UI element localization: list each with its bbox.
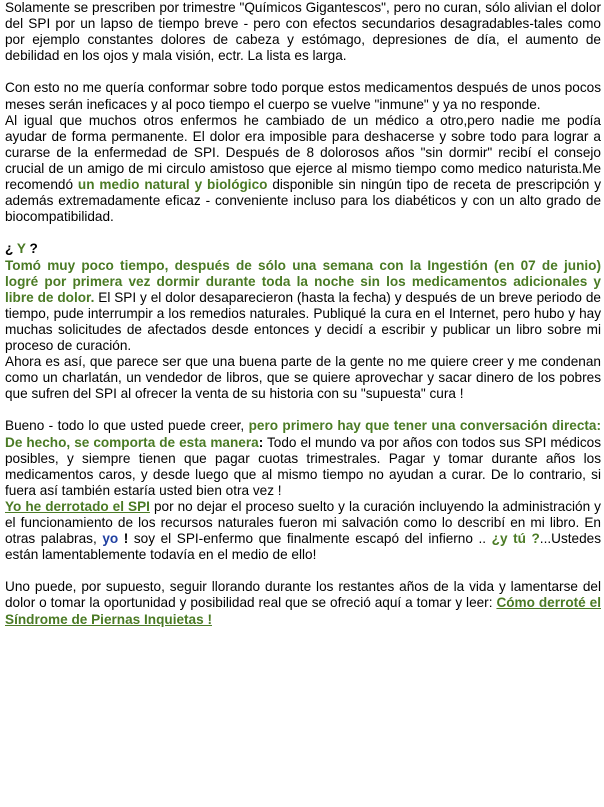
- paragraph-and-question: [5, 241, 601, 257]
- result-highlight: Tomó muy poco tiempo, después de sólo una semana con la Ingestión (en 07 de junio) logré por primera vez dormir durante toda la noche sin los medicamentos adicionales y libre de dolor.: [5, 257, 601, 305]
- conversation-colon: :: [258, 434, 264, 450]
- yo-emphasis: yo: [102, 531, 119, 547]
- paragraph-gap: [5, 225, 601, 241]
- paragraph-doctors: [5, 113, 601, 226]
- and-you-question: ¿y tú ?: [491, 531, 540, 547]
- doctors-text-end: disponible sin ningún tipo de receta de prescripción y además extremadamente eficaz - conveniente incluso para los diabéticos y con un alto grado de biocompatibilidad.: [5, 177, 601, 225]
- question-open: ¿: [5, 241, 17, 257]
- yo-exclamation: !: [118, 531, 129, 547]
- paragraph-result: [5, 258, 601, 355]
- paragraph-medication-immunity: Con esto no me quería conformar sobre todo porque estos medicamentos después de unos pocos meses serán ineficaces y al poco tiempo el cuerpo se vuelve "inmune" y ya no responde.: [5, 80, 601, 112]
- defeated-text-end: ...Ustedes están lamentablemente todavía en el medio de ello!: [5, 531, 601, 563]
- defeated-spi-link[interactable]: Yo he derrotado el SPI: [5, 498, 150, 514]
- paragraph-gap: [5, 563, 601, 579]
- paragraph-charlatan: Ahora es así, que parece ser que una buena parte de la gente no me quiere creer y me condenan como un charlatán, un vendedor de libros, que se quiere aprovechar y sacar dinero de los pobres que sufren del SPI al ofrecer la venta de su historia con su "supuesta" cura !: [5, 354, 601, 402]
- closing-text: Uno puede, por supuesto, seguir llorando durante los restantes años de la vida y lamentarse del dolor o tomar la oportunidad y posibilidad real que se ofreció aquí a tomar y leer:: [5, 579, 601, 611]
- paragraph-conversation: [5, 418, 601, 498]
- doctors-text: Al igual que muchos otros enfermos he cambiado de un médico a otro,pero nadie me podía ayudar de forma permanente. El dolor era imposible para deshacerse y sobre todo para lograr a curarse de la enfermedad de SPI. Después de 8 dolorosos años "sin dormir" recibí el consejo crucial de un amigo de mi circulo amistoso que ejerce al mismo tiempo como medico naturista.Me recomendó: [5, 112, 601, 193]
- paragraph-gap: [5, 402, 601, 418]
- book-title-link[interactable]: Cómo derroté el Síndrome de Piernas Inquietas !: [5, 595, 601, 627]
- conversation-text-end: Todo el mundo va por años con todos sus SPI médicos posibles, y siempre tienen que pagar cuotas trimestrales. Pagar y tomar durante años los medicamentos caros, y desde luego que al mismo tiempo no ayudan a curar. De lo contrario, si fuera así también estaría usted bien otra vez !: [5, 434, 601, 498]
- defeated-text-middle: soy el SPI-enfermo que finalmente escapó del infierno ..: [128, 531, 492, 547]
- paragraph-defeated: [5, 499, 601, 563]
- result-text: El SPI y el dolor desaparecieron (hasta la fecha) y después de un breve periodo de tiempo, pude interrumpir a los remedios naturales. Publiqué la cura en el Internet, pero hubo y hay muchas solicitudes de afectados desde entonces y decidí a escribir y publicar un libro sobre mi proceso de curación.: [5, 289, 601, 353]
- paragraph-prescriptions: Solamente se prescriben por trimestre "Químicos Gigantescos", pero no curan, sólo alivian el dolor del SPI por un lapso de tiempo breve - pero con efectos secundarios desagradables-tales como por ejemplo constantes dolores de cabeza y estómago, depresiones de día, el aumento de debilidad en los ojos y mala visión, ectr. La lista es larga.: [5, 0, 601, 64]
- paragraph-gap: [5, 64, 601, 80]
- conversation-highlight: pero primero hay que tener una conversación directa: De hecho, se comporta de esta manera: [5, 418, 601, 450]
- question-y: Y: [16, 241, 26, 257]
- question-close: ?: [25, 241, 38, 257]
- defeated-text: por no dejar el proceso suelto y la curación incluyendo la administración y el funcionamiento de los recursos naturales fueron mi salvación como lo describí en mi libro. En otras palabras,: [5, 498, 601, 547]
- conversation-text: Bueno - todo lo que usted puede creer,: [5, 418, 249, 434]
- document-body: [5, 0, 601, 628]
- natural-remedy-highlight: un medio natural y biológico: [77, 177, 268, 193]
- paragraph-closing: [5, 579, 601, 627]
